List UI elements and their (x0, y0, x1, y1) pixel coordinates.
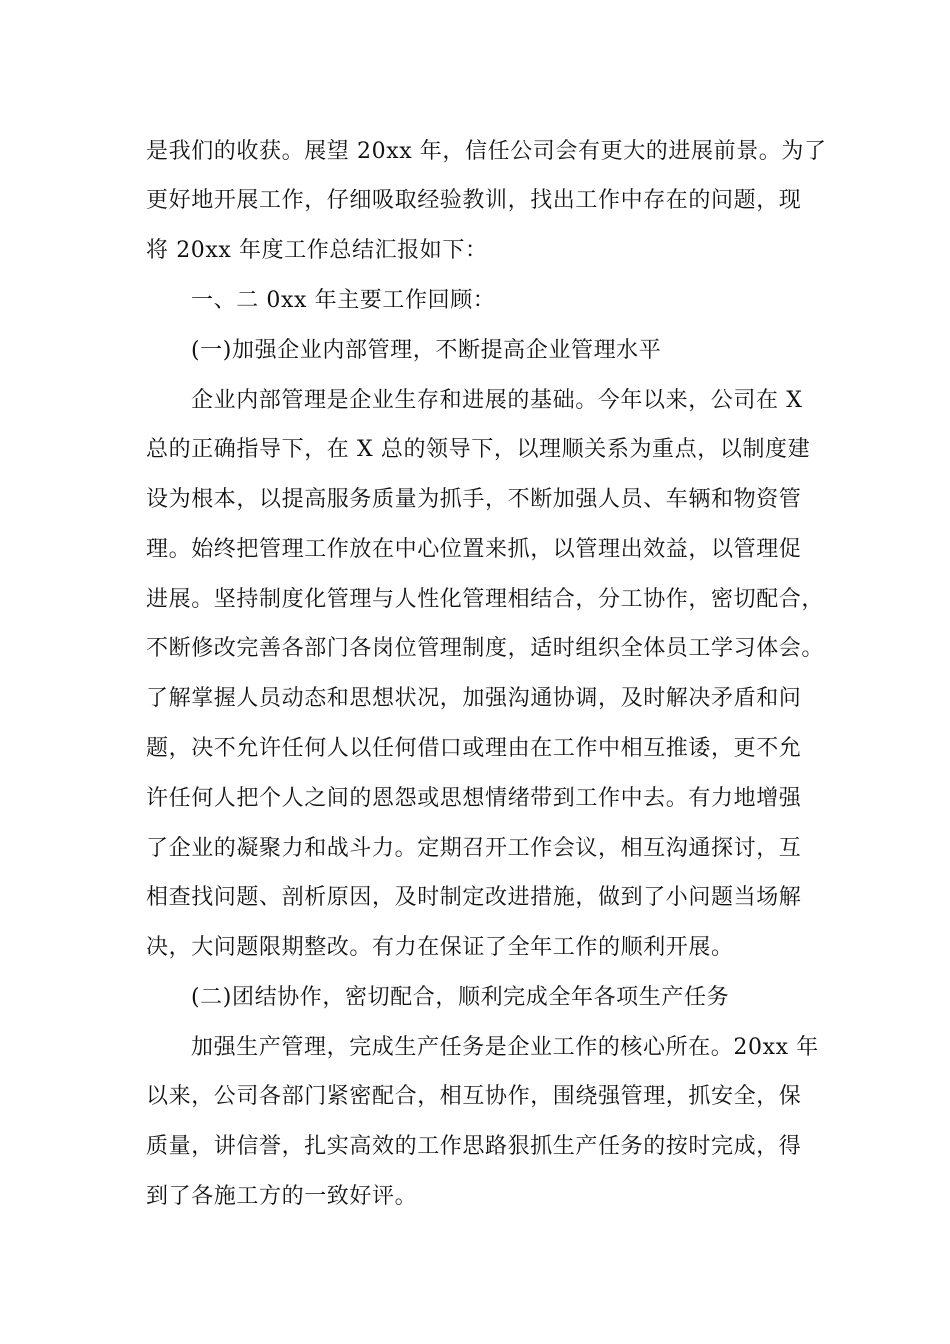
body-text-line: 加强生产管理，完成生产任务是企业工作的核心所在。20xx 年 (191, 1035, 819, 1060)
subsection-heading: (二)团结协作，密切配合，顺利完成全年各项生产任务 (191, 985, 730, 1010)
body-text-line: 以来，公司各部门紧密配合，相互协作，围绕强管理，抓安全，保 (146, 1084, 802, 1109)
body-text-line: 将 20xx 年度工作总结汇报如下： (146, 238, 488, 263)
body-text-line: 相查找问题、剖析原因，及时制定改进措施，做到了小问题当场解 (146, 885, 802, 910)
body-text-line: 企业内部管理是企业生存和进展的基础。今年以来，公司在 X (191, 388, 803, 413)
body-text-line: 质量，讲信誉，扎实高效的工作思路狠抓生产任务的按时完成，得 (146, 1134, 802, 1159)
subsection-heading: (一)加强企业内部管理，不断提高企业管理水平 (191, 338, 662, 363)
body-text-line: 总的正确指导下，在 X 总的领导下，以理顺关系为重点，以制度建 (146, 437, 811, 462)
body-text-line: 理。始终把管理工作放在中心位置来抓，以管理出效益，以管理促 (146, 537, 802, 562)
body-text-line: 设为根本，以提高服务质量为抓手，不断加强人员、车辆和物资管 (146, 487, 802, 512)
body-text-line: 进展。坚持制度化管理与人性化管理相结合，分工协作，密切配合， (146, 587, 825, 612)
body-text-line: 更好地开展工作，仔细吸取经验教训，找出工作中存在的问题，现 (146, 188, 802, 213)
body-text-line: 是我们的收获。展望 20xx 年，信任公司会有更大的进展前景。为了 (146, 139, 827, 164)
body-text-line: 题，决不允许任何人以任何借口或理由在工作中相互推诿，更不允 (146, 736, 802, 761)
body-text-line: 了解掌握人员动态和思想状况，加强沟通协调，及时解决矛盾和问 (146, 686, 802, 711)
body-text-line: 决，大问题限期整改。有力在保证了全年工作的顺利开展。 (146, 935, 734, 960)
body-text-line: 许任何人把个人之间的恩怨或思想情绪带到工作中去。有力地增强 (146, 786, 802, 811)
body-text-line: 到了各施工方的一致好评。 (146, 1184, 418, 1209)
section-heading: 一、二 0xx 年主要工作回顾： (191, 288, 496, 313)
body-text-line: 了企业的凝聚力和战斗力。定期召开工作会议，相互沟通探讨，互 (146, 836, 802, 861)
body-text-line: 不断修改完善各部门各岗位管理制度，适时组织全体员工学习体会。 (146, 636, 825, 661)
